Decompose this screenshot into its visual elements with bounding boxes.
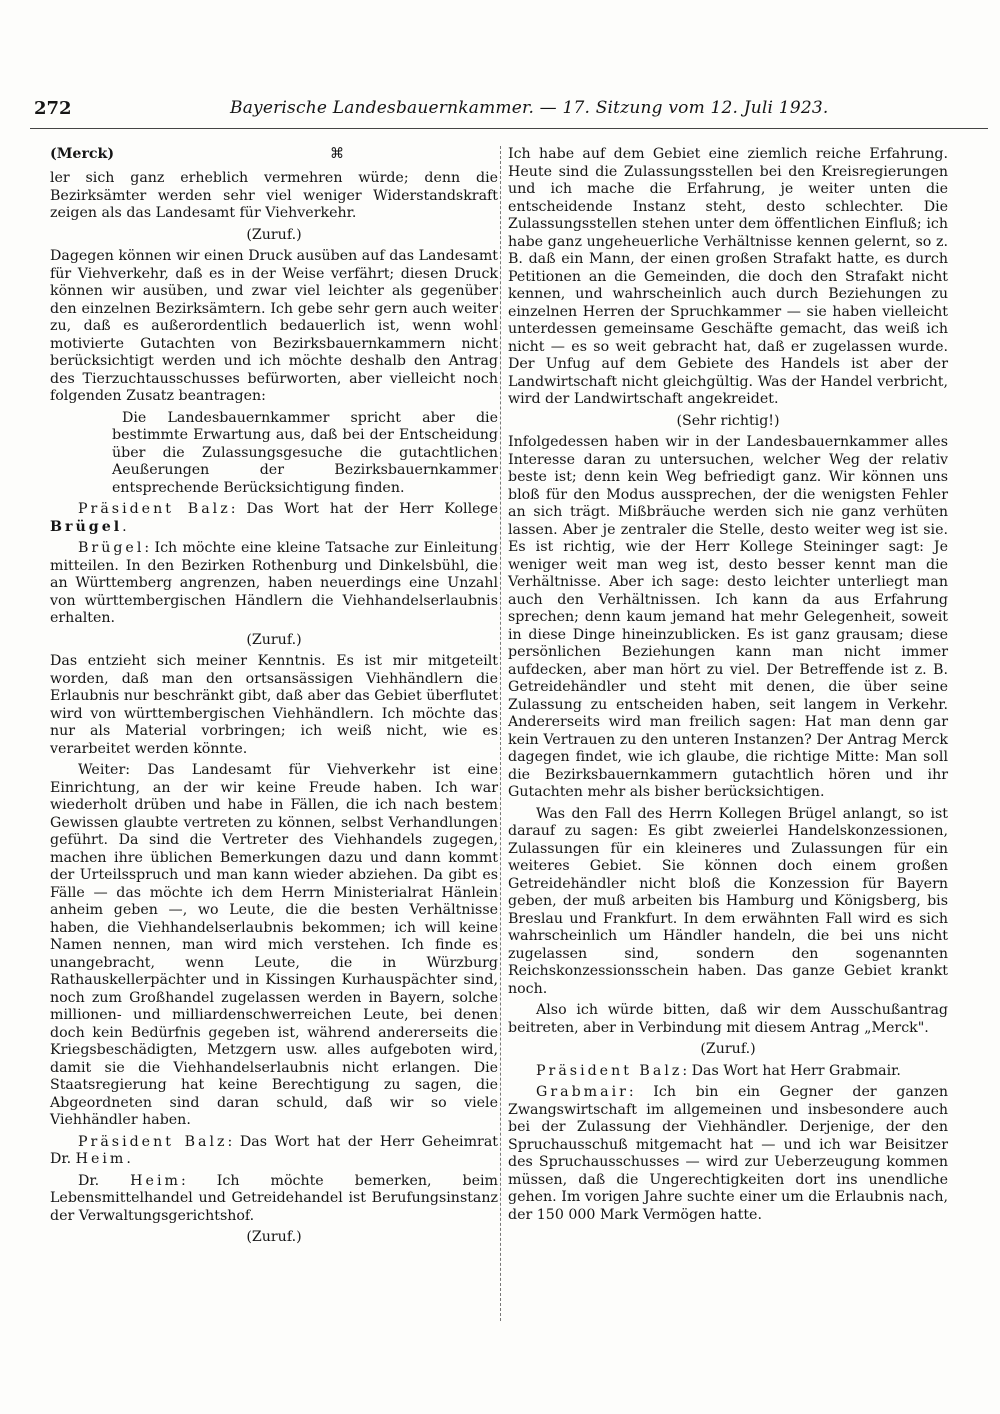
speaker-tag: (Merck) [50, 146, 115, 162]
speaker-name: Präsident Balz [78, 501, 231, 517]
speaker-name: Heim [75, 1151, 127, 1167]
running-title: Bayerische Landesbauernkammer. — 17. Sitzung vom 12. Juli 1923. [230, 98, 829, 118]
paragraph: Weiter: Das Landesamt für Viehverkehr ist eine Einrichtung, an der wir keine Freude haben. Ich war wiederholt drüben und habe in Fällen, die ich nach bestem Gewissen glaubte vertreten zu können, selbst Verhandlungen geführt. Da sind die Vertreter des Viehhandels zugegen, machen ihre üblichen Bemerkungen dazu und dann kommt der Urteilsspruch und man kann wieder abziehen. Da gibt es Fälle — das möchte ich dem Herrn Ministerialrat Hänlein anheim geben —, wo Leute, die die besten Verhältnisse haben, die Viehhandelserlaubnis bekommen; ich will keine Namen nennen, man wird mich verstehen. Ich finde es unangebracht, wenn Leute, die in Würzburg Rathauskellerpächter und in Kissingen Kurhauspächter sind, noch zum Großhandel zugelassen werden in Bayern, solche millionen- und milliardenschwerreichen Leute, bei denen doch kein Bedürfnis gegeben ist, während andererseits die Kriegsbeschädigten, Metzgern usw. alles aufgeboten wird, damit sie die Viehhandelserlaubnis nicht erlangen. Die Staatsregierung hat keine Berechtigung zu sagen, die Abgeordneten sind daran schuld, daß wir so viele Viehhändler haben. [50, 762, 498, 1128]
speaker-paragraph: Präsident Balz: Das Wort hat Herr Grabmair. [536, 1062, 901, 1079]
interjection: (Zuruf.) [246, 631, 302, 648]
paragraph: Dagegen können wir einen Druck ausüben auf das Landesamt für Viehverkehr, daß es in der Weise verfährt; diesen Druck können wir ausüben, und zwar viel leichter als gegenüber den einzelnen Bezirksämtern. Ich gebe sehr gern auch weiter zu, daß es außerordentlich bedauerlich ist, wenn wohl motivierte Gutachten von Bezirksbauernkammern nicht berücksichtigt werden und ich möchte deshalb den Antrag des Tierzuchtausschusses befürworten, aber vielleicht noch folgenden Zusatz beantragen: [50, 248, 498, 404]
speaker-paragraph: Grabmair: Ich bin ein Gegner der ganzen Zwangswirtschaft im allgemeinen und insbesondere auch bei der Zulassung der Viehhändler. Derjenige, der den Spruchausschuß mitgemacht hat — und ich war Beisitzer des Spruchausschusses — wird zur Ueberzeugung kommen müssen, daß die Ungerechtigkeiten dort ins unendliche gehen. Im vorigen Jahre suchte einer um die Erlaubnis nach, der 150 000 Mark Vermögen hatte. [508, 1084, 948, 1223]
paragraph: ler sich ganz erheblich vermehren würde; denn die Bezirksämter werden sehr viel weniger Widerstandskraft zeigen als das Landesamt für Viehverkehr. [50, 170, 498, 221]
paragraph: Also ich würde bitten, daß wir dem Ausschußantrag beitreten, aber in Verbindung mit diesem Antrag „Merck". [508, 1002, 948, 1036]
left-column [50, 146, 498, 1251]
paragraph: Das entzieht sich meiner Kenntnis. Es ist mir mitgeteilt worden, daß man den ortsansässigen Viehhändlern die Erlaubnis nur beschränkt gibt, daß aber das Gebiet überflutet wird von württembergischen Viehhändlern. Ich möchte das nur als Material vorbringen; ich weiß nicht, wie es verarbeitet werden könnte. [50, 653, 498, 757]
page-number: 272 [34, 98, 72, 119]
paragraph: Ich habe auf dem Gebiet eine ziemlich reiche Erfahrung. Heute sind die Zulassungsstellen bei den Kreisregierungen und ich mache die Erfahrung, je weiter unten die entscheidende Instanz steht, desto schlechter. Die Zulassungsstellen stehen unter dem öffentlichen Einfluß; ich habe ganz ungeheuerliche Verhältnisse kennen gelernt, so z. B. daß ein Mann, der einen großen Strafakt hatte, es durch Petitionen an die Gemeinden, die doch den Strafakt nicht kennen, und wahrscheinlich auch durch Beziehungen zu einzelnen Herren der Spruchkammer — sie haben vielleicht unterdessen gemeinsame Geschäfte gemacht, das weiß ich nicht — es so weit gebracht hat, daß er zugelassen wurde. Der Unfug auf dem Gebiete des Handels ist aber der Landwirtschaft nicht gleichgültig. Was der Handel verbricht, wird der Landwirtschaft angekreidet. [508, 146, 948, 407]
speaker-name: Grabmair [536, 1084, 629, 1100]
speaker-name: Präsident Balz [536, 1062, 683, 1079]
interjection: (Sehr richtig!) [676, 412, 780, 429]
interjection: (Zuruf.) [246, 1229, 302, 1245]
speaker-paragraph: Brügel: Ich möchte eine kleine Tatsache zur Einleitung mitteilen. In den Bezirken Rothenburg und Dinkelsbühl, die an Württemberg angrenzen, haben neuerdings eine Unzahl von württembergischen Händlern die Viehhandelserlaubnis erhalten. [50, 540, 498, 626]
speaker-name: Präsident Balz [78, 1133, 228, 1150]
column-divider [500, 146, 501, 1321]
motion-text: Die Landesbauernkammer spricht aber die bestimmte Erwartung aus, daß bei der Entscheidung über die Zulassungsgesuche die gutachtlichen Aeußerungen der Bezirksbauernkammer entsprechende Berücksichtigung finden. [112, 409, 498, 496]
speaker-name: Brügel [78, 540, 145, 556]
speaker-paragraph: Präsident Balz: Das Wort hat der Herr Geheimrat Dr. Heim. [50, 1133, 498, 1167]
speaker-paragraph: Dr. Heim: Ich möchte bemerken, beim Lebensmittelhandel und Getreidehandel ist Berufungsinstanz der Verwaltungsgerichtshof. [50, 1172, 499, 1224]
paragraph: Was den Fall des Herrn Kollegen Brügel anlangt, so ist darauf zu sagen: Es gibt zweierlei Handelskonzessionen, Zulassungen für ein kleineres und Zulassungen für ein weiteres Gebiet. Sie können doch einem großen Getreidehändler nicht bloß die Konzession für Bayern geben, der muß arbeiten bis Hamburg und Königsberg, bis Breslau und Frankfurt. In dem erwähnten Fall wird es sich wahrscheinlich um Händler handeln, die bei uns nicht zugelassen sind, sondern den sogenannten Reichskonzessionsschein haben. Das ganze Gebiet krankt noch. [508, 805, 948, 997]
interjection: (Zuruf.) [700, 1041, 756, 1057]
speaker-name: Heim [130, 1172, 181, 1189]
page-header [30, 98, 988, 129]
speaker-paragraph: Präsident Balz: Das Wort hat der Herr Kollege Brügel. [50, 501, 498, 535]
paragraph: Infolgedessen haben wir in der Landesbauernkammer alles Interesse daran zu untersuchen, welcher Weg der relativ beste ist; denn kein Weg befriedigt ganz. Wir können uns bloß für den Modus aussprechen, der die wenigsten Fehler an sich trägt. Mißbräuche werden sich nie ganz verhüten lassen. Aber je zentraler die Stelle, desto weiter weg ist sie. Es ist richtig, wie der Herr Kollege Steininger sagt: Je weniger weit man weg ist, desto besser kennt man die Verhältnisse. Aber ich sage: desto leichter unterliegt man auch den Verhältnissen. Ich kann da aus Erfahrung sprechen; denn kaum jemand hat mehr Gelegenheit, soweit in diese Dinge hineinzublicken. Es ist ganz grausam; diese persönlichen Beziehungen kann man nicht immer aufdecken, aber man hört zu viel. Der Betreffende ist z. B. Getreidehändler und steht mit denen, die über seine Zulassung zu entscheiden haben, seit langem in Verkehr. Andererseits wird man freilich sagen: Hat man denn gar kein Vertrauen zu den unteren Instanzen? Der Antrag Merck dagegen findet, wie ich glaube, die richtige Mitte: Man soll die Bezirksbauernkammern gutachtlich hören und ihr Gutachten mehr als bisher berücksichtigen. [508, 434, 948, 800]
ornament-icon: ⌘ [330, 146, 345, 162]
interjection: (Zuruf.) [246, 226, 302, 243]
speaker-name: Brügel [50, 518, 123, 535]
continuation-row [50, 146, 498, 166]
right-column [508, 146, 948, 1228]
